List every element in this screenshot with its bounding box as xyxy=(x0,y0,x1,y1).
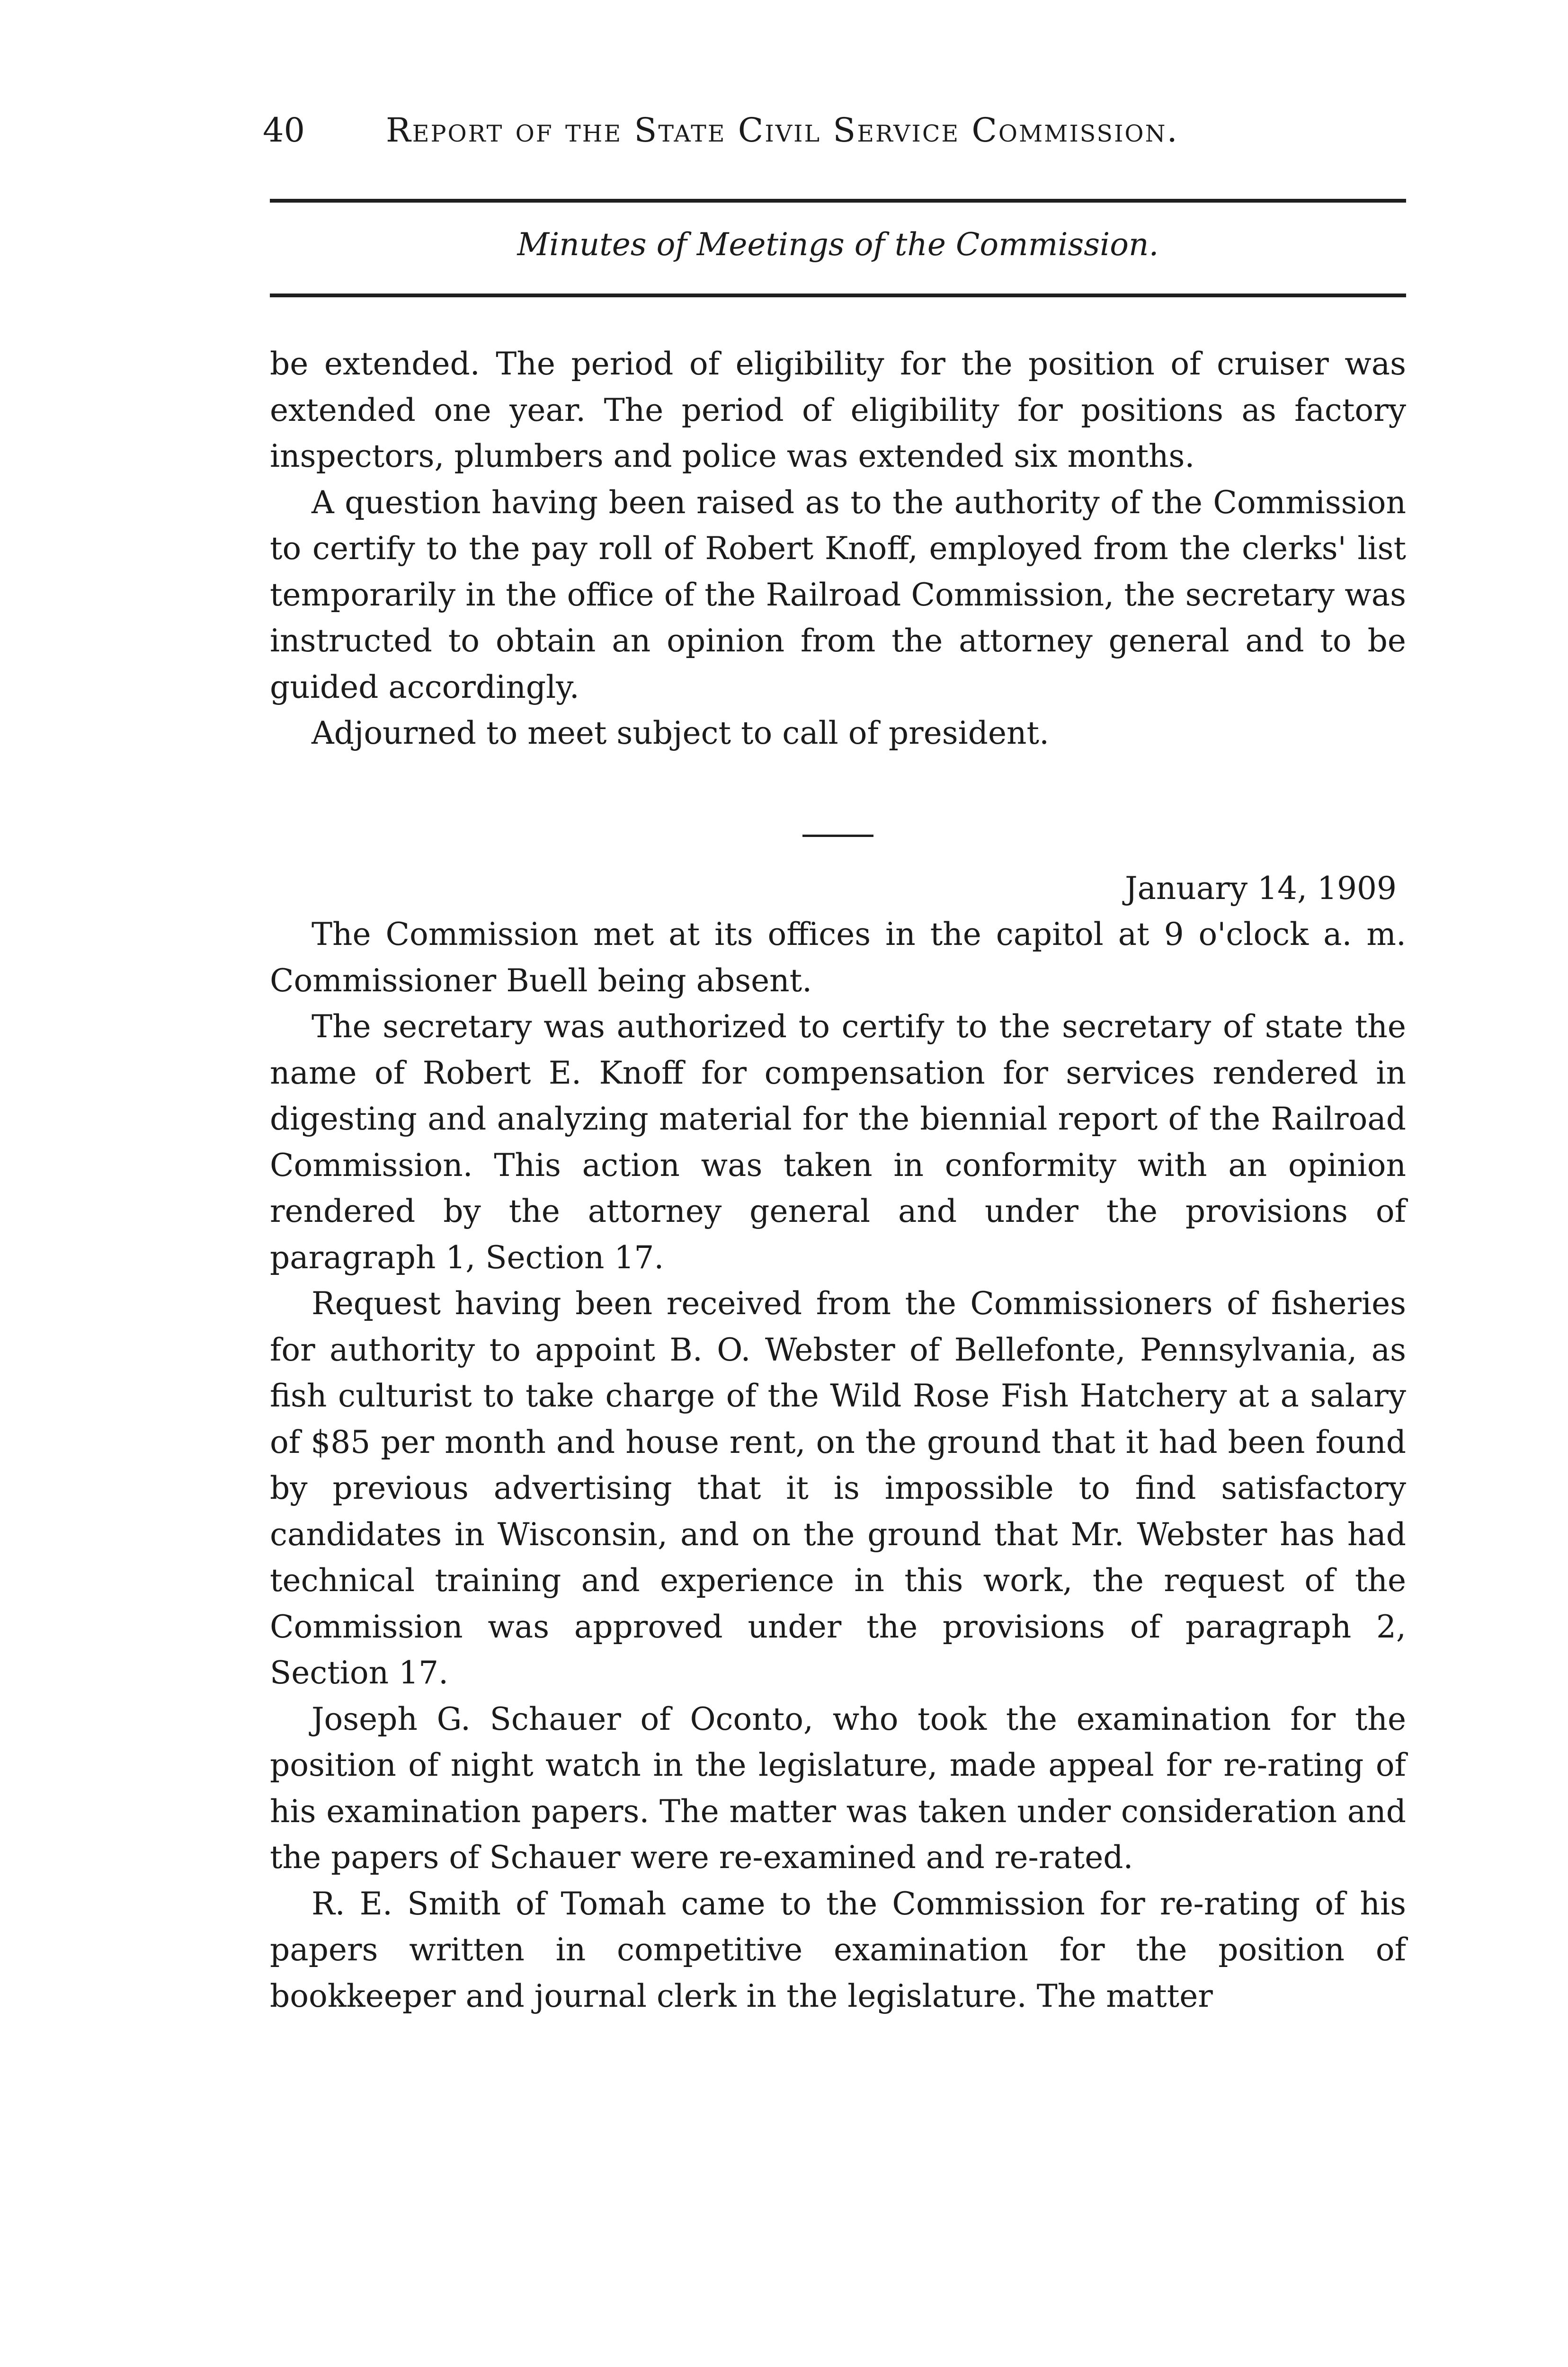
paragraph-adjourned: Adjourned to meet subject to call of president. xyxy=(312,715,1050,751)
header-rule-bottom xyxy=(270,294,1406,297)
paragraph-knoff-compensation: The secretary was authorized to certify to the secretary of state the name of Robert E. Knoff for compensation for services rendered in digesting and analyzing material for the biennial report of the Railroad Commission. This action was taken in conformity with an opinion rendered by the attorney general and under the provisions of paragraph 1, Section 17. xyxy=(270,1008,1406,1276)
running-head xyxy=(263,102,1408,159)
page-number: 40 xyxy=(263,111,305,150)
meeting-date: January 14, 1909 xyxy=(1125,870,1397,907)
header-rule-top xyxy=(270,199,1406,203)
section-separator xyxy=(802,835,873,837)
body-text xyxy=(270,341,1406,2019)
paragraph-knoff-question: A question having been raised as to the authority of the Commission to certify to the pay roll of Robert Knoff, employed from the clerks' list temporarily in the office of the Railroad Commission, the secretary was instructed to obtain an opinion from the attorney general and to be guided accordingly. xyxy=(270,484,1406,705)
paragraph-meeting-opened: The Commission met at its offices in the capitol at 9 o'clock a. m. Commissioner Buell being absent. xyxy=(270,916,1406,999)
paragraph-smith-rerating: R. E. Smith of Tomah came to the Commission for re-rating of his papers written in competitive examination for the position of bookkeeper and journal clerk in the legislature. The matter xyxy=(270,1885,1406,2014)
paragraph-schauer-appeal: Joseph G. Schauer of Oconto, who took the examination for the position of night watch in the legislature, made appeal for re-rating of his examination papers. The matter was taken under consideration and the papers of Schauer were re-examined and re-rated. xyxy=(270,1700,1406,1876)
running-title: Report of the State Civil Service Commission. xyxy=(386,111,1179,150)
section-title: Minutes of Meetings of the Commission. xyxy=(517,226,1159,263)
paragraph-continued: be extended. The period of eligibility for the position of cruiser was extended one year. The period of eligibility for positions as factory inspectors, plumbers and police was extended six months. xyxy=(270,346,1406,474)
paragraph-webster-request: Request having been received from the Commissioners of fisheries for authority to appoint B. O. Webster of Bellefonte, Pennsylvania, as fish culturist to take charge of the Wild Rose Fish Hatchery at a salary of $85 per month and house rent, on the ground that it had been found by previous advertising that it is impossible to find satisfactory candidates in Wisconsin, and on the ground that Mr. Webster has had technical training and experience in this work, the request of the Commission was approved under the provisions of paragraph 2, Section 17. xyxy=(270,1285,1406,1691)
